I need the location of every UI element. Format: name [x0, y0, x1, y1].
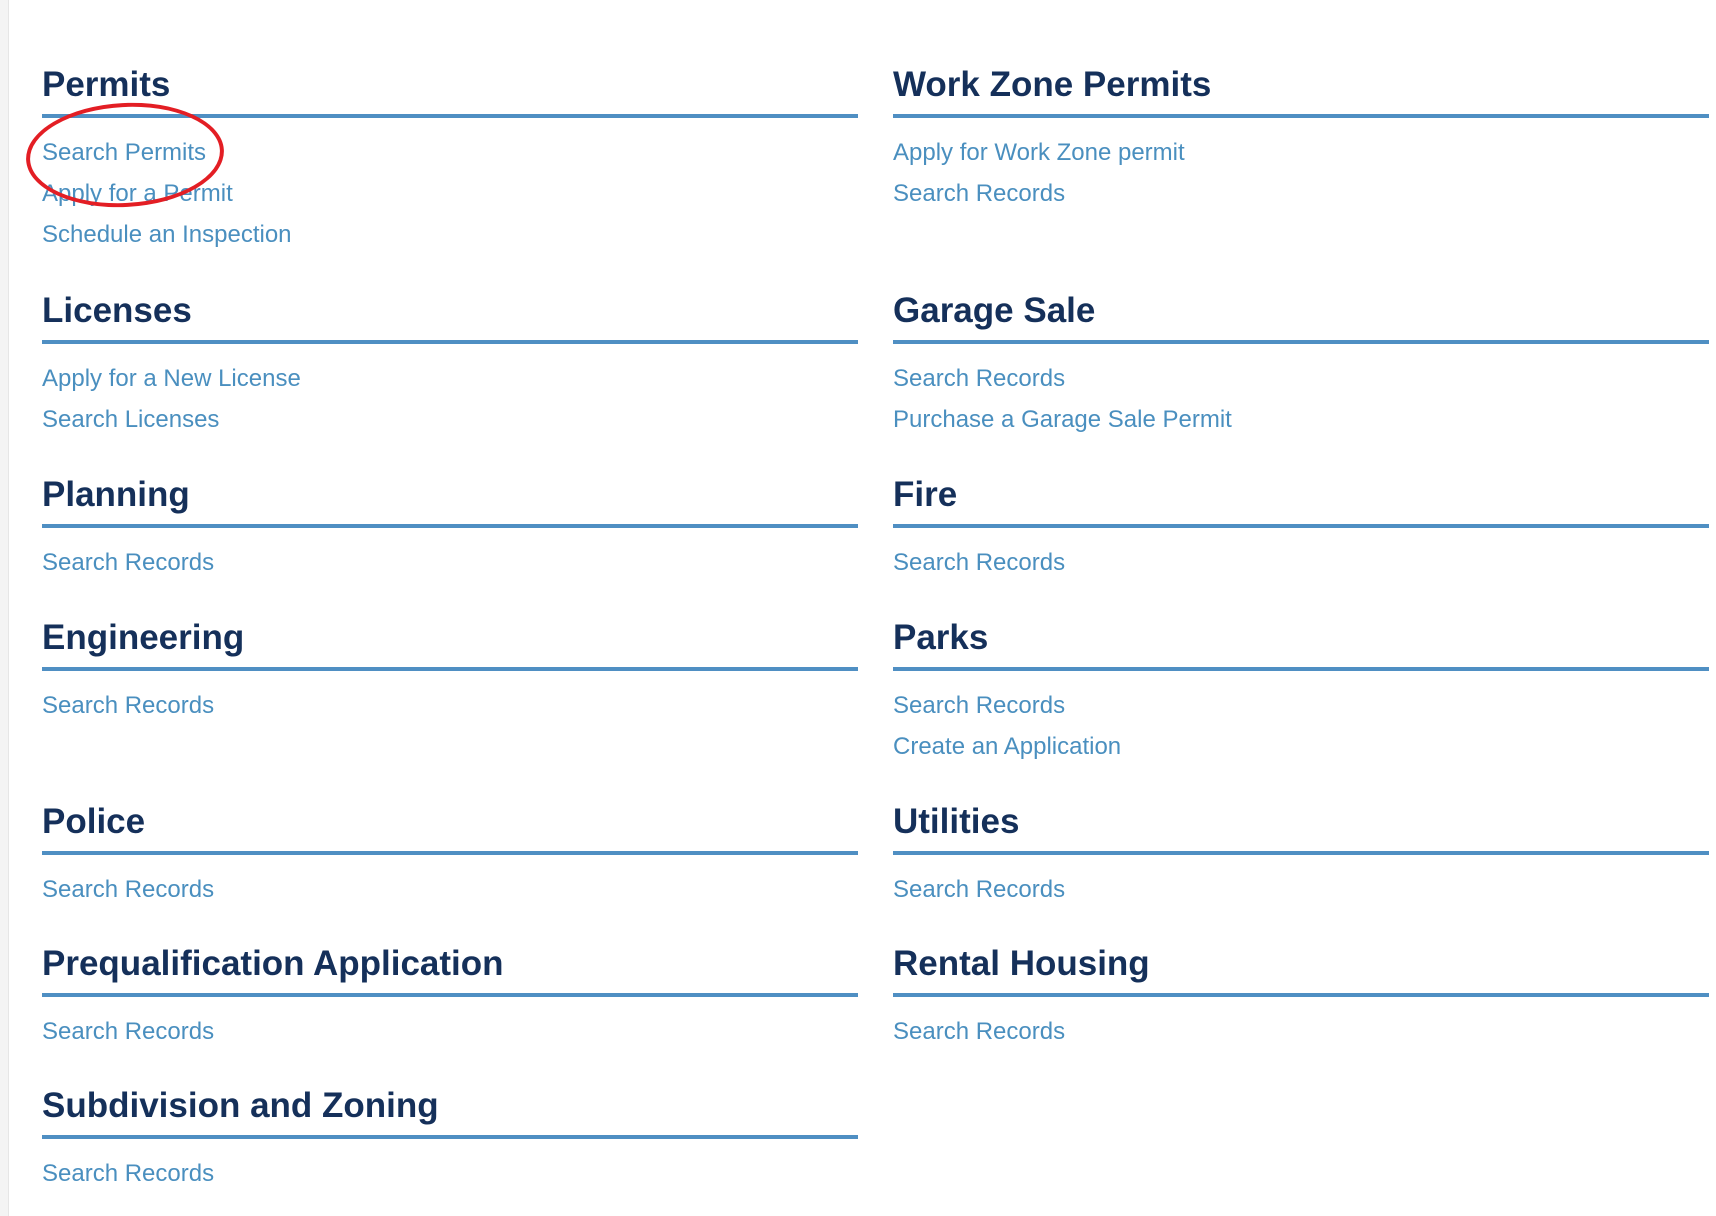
section-fire: [893, 470, 1709, 583]
utilities-search-records-link[interactable]: Search Records: [893, 876, 1066, 903]
section-garage-sale: [893, 286, 1709, 440]
section-divider: [893, 667, 1709, 671]
section-divider: [42, 851, 858, 855]
link-list: [893, 542, 1709, 583]
section-police: [42, 797, 858, 910]
section-subdivision-and-zoning: [42, 1081, 858, 1194]
link-list: [42, 1153, 858, 1194]
link-list: [42, 869, 858, 910]
link-list: [42, 132, 858, 255]
link-list: [42, 685, 858, 726]
rental-housing-search-records-link[interactable]: Search Records: [893, 1018, 1066, 1045]
left-edge: [0, 0, 9, 1216]
prequalification-search-records-link[interactable]: Search Records: [42, 1018, 215, 1045]
section-divider: [42, 340, 858, 344]
garage-sale-search-records-link[interactable]: Search Records: [893, 365, 1066, 392]
create-application-link[interactable]: Create an Application: [893, 733, 1122, 760]
purchase-garage-sale-permit-link[interactable]: Purchase a Garage Sale Permit: [893, 406, 1232, 433]
section-title-garage-sale: Garage Sale: [893, 291, 1096, 330]
section-title-prequalification-application: Prequalification Application: [42, 944, 504, 983]
link-list: [893, 132, 1709, 214]
work-zone-search-records-link[interactable]: Search Records: [893, 180, 1066, 207]
section-title-parks: Parks: [893, 618, 989, 657]
schedule-inspection-link[interactable]: Schedule an Inspection: [42, 221, 292, 248]
fire-search-records-link[interactable]: Search Records: [893, 549, 1066, 576]
section-divider: [893, 114, 1709, 118]
link-list: [893, 1011, 1709, 1052]
link-list: [42, 1011, 858, 1052]
apply-for-permit-link[interactable]: Apply for a Permit: [42, 180, 233, 207]
section-title-work-zone-permits: Work Zone Permits: [893, 65, 1212, 104]
section-title-permits: Permits: [42, 65, 171, 104]
section-title-planning: Planning: [42, 475, 190, 514]
planning-search-records-link[interactable]: Search Records: [42, 549, 215, 576]
link-list: [893, 358, 1709, 440]
section-work-zone-permits: [893, 60, 1709, 214]
section-divider: [893, 993, 1709, 997]
engineering-search-records-link[interactable]: Search Records: [42, 692, 215, 719]
parks-search-records-link[interactable]: Search Records: [893, 692, 1066, 719]
section-engineering: [42, 613, 858, 726]
apply-new-license-link[interactable]: Apply for a New License: [42, 365, 301, 392]
section-planning: [42, 470, 858, 583]
section-title-engineering: Engineering: [42, 618, 245, 657]
section-prequalification-application: [42, 939, 858, 1052]
section-divider: [42, 993, 858, 997]
subdivision-search-records-link[interactable]: Search Records: [42, 1160, 215, 1187]
search-licenses-link[interactable]: Search Licenses: [42, 406, 220, 433]
section-parks: [893, 613, 1709, 767]
section-rental-housing: [893, 939, 1709, 1052]
police-search-records-link[interactable]: Search Records: [42, 876, 215, 903]
search-permits-link[interactable]: Search Permits: [42, 139, 207, 166]
apply-work-zone-permit-link[interactable]: Apply for Work Zone permit: [893, 139, 1185, 166]
section-divider: [893, 340, 1709, 344]
section-title-fire: Fire: [893, 475, 958, 514]
section-divider: [42, 524, 858, 528]
link-list: [42, 542, 858, 583]
section-title-subdivision-and-zoning: Subdivision and Zoning: [42, 1086, 439, 1125]
section-utilities: [893, 797, 1709, 910]
section-divider: [893, 524, 1709, 528]
section-divider: [893, 851, 1709, 855]
section-permits: [42, 60, 858, 255]
link-list: [42, 358, 858, 440]
link-list: [893, 685, 1709, 767]
link-list: [893, 869, 1709, 910]
section-divider: [42, 114, 858, 118]
section-title-utilities: Utilities: [893, 802, 1020, 841]
section-divider: [42, 667, 858, 671]
section-title-licenses: Licenses: [42, 291, 192, 330]
section-divider: [42, 1135, 858, 1139]
section-title-police: Police: [42, 802, 146, 841]
section-licenses: [42, 286, 858, 440]
section-title-rental-housing: Rental Housing: [893, 944, 1150, 983]
